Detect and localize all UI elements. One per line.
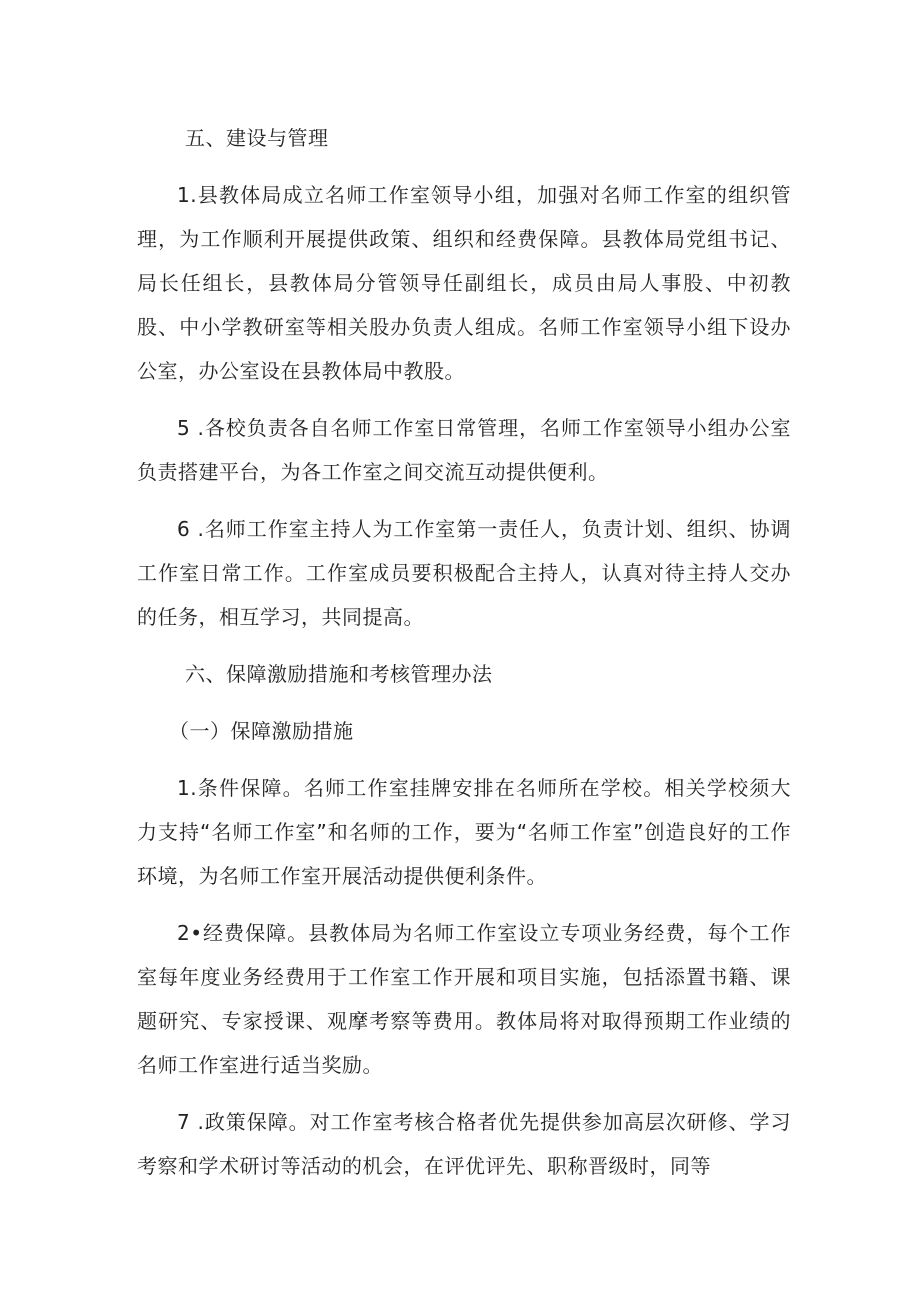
section-heading-incentives-assessment: 六、保障激励措施和考核管理办法 <box>185 662 493 686</box>
paragraph-host-responsibility: 6 .名师工作室主持人为工作室第一责任人，负责计划、组织、协调工作室日常工作。工作室成员要积极配合主持人，认真对待主持人交办的任务，相互学习，共同提高。 <box>137 517 791 629</box>
paragraph-policy-guarantee: 7 .政策保障。对工作室考核合格者优先提供参加高层次研修、学习考察和学术研讨等活动的机会，在评优评先、职称晋级时，同等 <box>137 1110 791 1178</box>
paragraph-school-management: 5 .各校负责各自名师工作室日常管理，名师工作室领导小组办公室负责搭建平台，为各工作室之间交流互动提供便利。 <box>137 416 791 484</box>
paragraph-funding-guarantee: 2•经费保障。县教体局为名师工作室设立专项业务经费，每个工作室每年度业务经费用于工作室工作开展和项目实施，包括添置书籍、课题研究、专家授课、观摩考察等费用。教体局将对取得预期工作业绩的名师工作室进行适当奖励。 <box>137 921 791 1077</box>
subsection-heading-incentive-measures: （一）保障激励措施 <box>169 719 354 743</box>
document-body <box>137 116 791 1201</box>
paragraph-leadership-group: 1.县教体局成立名师工作室领导小组，加强对名师工作室的组织管理，为工作顺利开展提供政策、组织和经费保障。县教体局党组书记、局长任组长，县教体局分管领导任副组长，成员由局人事股、中初教股、中小学教研室等相关股办负责人组成。名师工作室领导小组下设办公室，办公室设在县教体局中教股。 <box>137 183 791 383</box>
section-heading-construction-management: 五、建设与管理 <box>185 126 329 150</box>
paragraph-condition-guarantee: 1.条件保障。名师工作室挂牌安排在名师所在学校。相关学校须大力支持“名师工作室”和名师的工作，要为“名师工作室”创造良好的工作环境，为名师工作室开展活动提供便利条件。 <box>137 776 791 888</box>
